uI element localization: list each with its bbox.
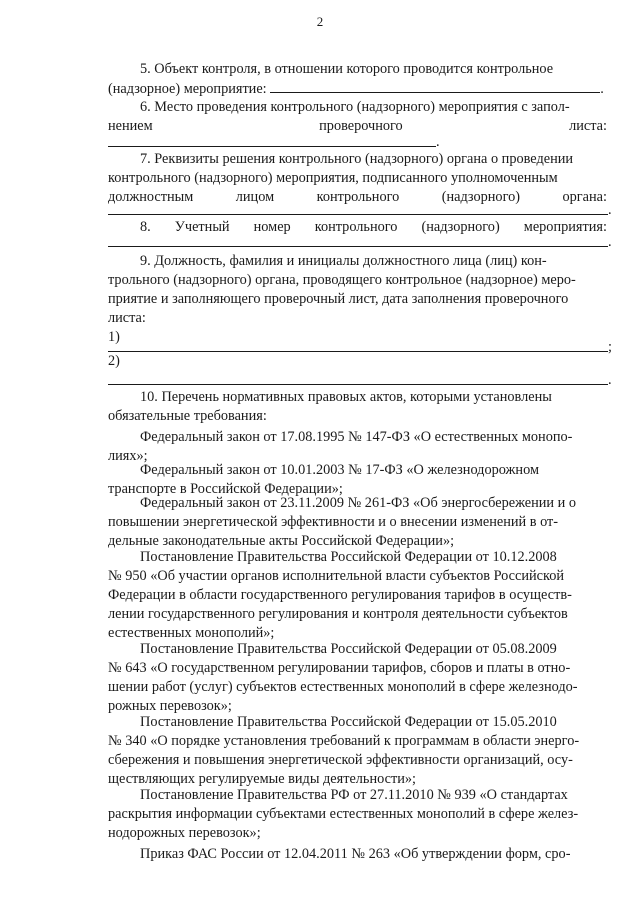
section-6-line-2 <box>108 117 607 136</box>
word: (надзорного) <box>421 219 500 235</box>
text: 6. Место проведения контрольного (надзорного) мероприятия с запол- <box>140 99 570 115</box>
act-line: транспорте в Российской Федерации»; <box>108 481 343 497</box>
section-9-line-2 <box>108 271 607 290</box>
act-line <box>108 605 607 624</box>
act-line: дельные законодательные акты Российской Федерации»; <box>108 533 455 549</box>
section-5-line-1 <box>140 60 607 79</box>
section-10-line-2: обязательные требования: <box>108 408 267 424</box>
period: . <box>608 234 612 250</box>
text: Федерации в области государственного регулирования тарифов в осуществ- <box>108 587 572 603</box>
act-line: ществляющих регулируемые виды деятельности»; <box>108 771 416 787</box>
act-line: нодорожных перевозок»; <box>108 825 261 841</box>
act-line <box>140 461 607 480</box>
act-line <box>140 786 607 805</box>
fill-in-blank <box>108 214 608 215</box>
semicolon: ; <box>608 339 612 355</box>
word: 8. <box>140 219 151 235</box>
section-8-line-1 <box>140 218 607 237</box>
text: Федеральный закон от 23.11.2009 № 261-ФЗ «Об энергосбережении и о <box>140 495 577 511</box>
text: Постановление Правительства РФ от 27.11.2010 № 939 «О стандартах <box>140 787 568 803</box>
text: (надзорное) мероприятие: <box>108 81 267 97</box>
act-line: лиях»; <box>108 448 148 464</box>
text: Постановление Правительства Российской Федерации от 05.08.2009 <box>140 641 557 657</box>
text: 5. Объект контроля, в отношении которого проводится контрольное <box>140 61 554 77</box>
text: трольного (надзорного) органа, проводящего контрольное (надзорное) меро- <box>108 272 576 288</box>
word: контрольного <box>314 219 398 235</box>
act-line <box>108 586 607 605</box>
text: шении работ (услуг) субъектов естественных монополий в сфере железнодо- <box>108 679 578 695</box>
act-line <box>140 845 607 864</box>
act-line: рожных перевозок»; <box>108 698 232 714</box>
page-number: 2 <box>316 14 324 29</box>
text: приятие и заполняющего проверочный лист, дата заполнения проверочного <box>108 291 569 307</box>
text: № 643 «О государственном регулировании тарифов, сборов и платы в отно- <box>108 660 571 676</box>
fill-in-blank <box>108 146 436 147</box>
act-line <box>140 640 607 659</box>
text: Федеральный закон от 17.08.1995 № 147-ФЗ «О естественных монопо- <box>140 429 573 445</box>
section-5-line-2 <box>108 79 604 99</box>
act-line <box>108 513 607 532</box>
text: № 950 «Об участии органов исполнительной власти субъектов Российской <box>108 568 565 584</box>
act-line <box>108 751 607 770</box>
text: лении государственного регулирования и контроля деятельности субъектов <box>108 606 568 622</box>
text: Постановление Правительства Российской Федерации от 10.12.2008 <box>140 549 557 565</box>
word: проверочного <box>319 118 403 134</box>
text: № 340 «О порядке установления требований к программам в области энерго- <box>108 733 580 749</box>
section-9-line-3 <box>108 290 607 309</box>
word: листа: <box>569 118 607 134</box>
word: должностным <box>108 189 194 205</box>
section-7-line-2 <box>108 169 607 188</box>
item-1-label: 1) <box>108 329 120 345</box>
section-10-line-1 <box>140 388 607 407</box>
act-line <box>108 805 607 824</box>
section-9-line-1 <box>140 252 607 271</box>
fill-in-blank <box>270 79 600 93</box>
word: номер <box>253 219 291 235</box>
text: Постановление Правительства Российской Федерации от 15.05.2010 <box>140 714 557 730</box>
text: контрольного (надзорного) мероприятия, подписанного уполномоченным <box>108 170 558 186</box>
text: сбережения и повышения энергетической эффективности организаций, осу- <box>108 752 573 768</box>
item-2-label: 2) <box>108 353 120 369</box>
fill-in-blank <box>108 384 608 385</box>
act-line <box>140 494 607 513</box>
act-line <box>140 428 607 447</box>
section-7-line-3 <box>108 188 607 207</box>
period: . <box>600 81 604 97</box>
word: мероприятия: <box>523 219 607 235</box>
act-line <box>140 548 607 567</box>
text: раскрытия информации субъектами естественных монополий в сфере желез- <box>108 806 579 822</box>
word: контрольного <box>316 189 400 205</box>
period: . <box>608 372 612 388</box>
act-line <box>108 732 607 751</box>
act-line <box>140 713 607 732</box>
word: органа: <box>562 189 607 205</box>
section-6-line-1 <box>140 98 607 117</box>
act-line: естественных монополий»; <box>108 625 275 641</box>
word: нением <box>108 118 153 134</box>
text: Федеральный закон от 10.01.2003 № 17-ФЗ «О железнодорожном <box>140 462 539 478</box>
period: . <box>608 202 612 218</box>
fill-in-blank <box>108 351 608 352</box>
word: Учетный <box>174 219 230 235</box>
section-9-line-4: листа: <box>108 310 146 326</box>
fill-in-blank <box>108 246 608 247</box>
text: повышении энергетической эффективности и о внесении изменений в от- <box>108 514 559 530</box>
text: 7. Реквизиты решения контрольного (надзорного) органа о проведении <box>140 151 574 167</box>
section-7-line-1 <box>140 150 607 169</box>
word: лицом <box>235 189 275 205</box>
act-line <box>108 678 607 697</box>
word: (надзорного) <box>441 189 521 205</box>
act-line <box>108 659 607 678</box>
text: 9. Должность, фамилия и инициалы должностного лица (лиц) кон- <box>140 253 547 269</box>
text: Приказ ФАС России от 12.04.2011 № 263 «Об утверждении форм, сро- <box>140 846 571 862</box>
period: . <box>436 134 440 150</box>
act-line <box>108 567 607 586</box>
text: 10. Перечень нормативных правовых актов, которыми установлены <box>140 389 552 405</box>
